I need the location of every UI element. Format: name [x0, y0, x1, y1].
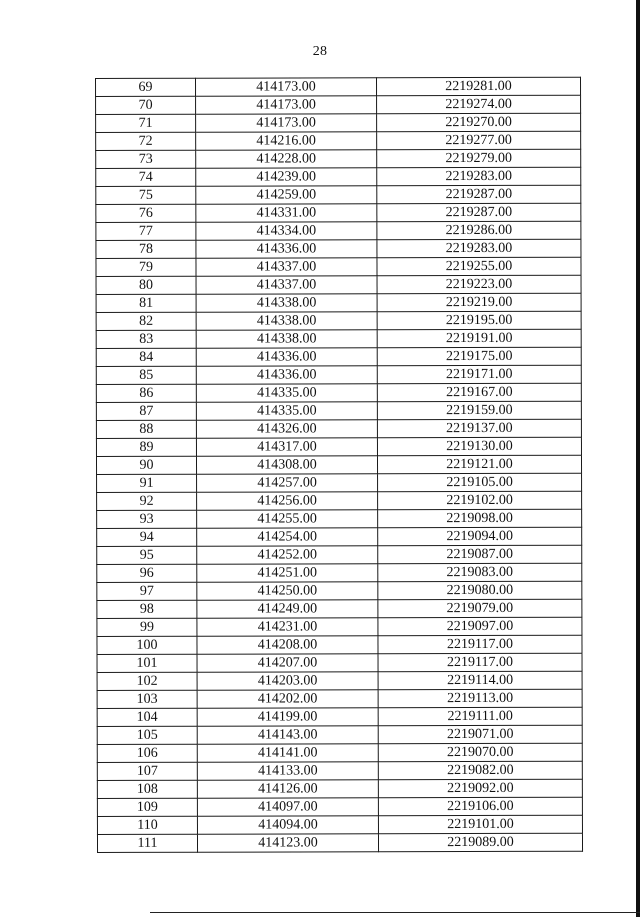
page-bottom-rule — [150, 912, 640, 913]
table-row — [96, 365, 581, 384]
x-coordinate-cell: 414250.00 — [197, 582, 378, 600]
y-coordinate-cell: 2219070.00 — [378, 743, 582, 762]
y-coordinate-cell: 2219079.00 — [378, 599, 582, 618]
point-number-cell: 111 — [97, 834, 197, 852]
y-coordinate-cell: 2219102.00 — [378, 491, 582, 510]
x-coordinate-cell: 414143.00 — [197, 726, 378, 744]
table-row — [97, 527, 582, 546]
page-number: 28 — [312, 44, 328, 59]
point-number-cell: 82 — [96, 312, 196, 330]
table-row — [96, 203, 581, 222]
page-right-edge — [636, 0, 640, 917]
y-coordinate-cell: 2219082.00 — [378, 761, 582, 780]
x-coordinate-cell: 414338.00 — [196, 294, 377, 312]
x-coordinate-cell: 414173.00 — [196, 114, 377, 132]
table-row — [97, 599, 582, 618]
point-number-cell: 70 — [96, 96, 196, 114]
table-row — [96, 77, 581, 96]
point-number-cell: 90 — [96, 456, 196, 474]
y-coordinate-cell: 2219083.00 — [378, 563, 582, 582]
point-number-cell: 88 — [96, 420, 196, 438]
table-row — [97, 671, 582, 690]
y-coordinate-cell: 2219114.00 — [378, 671, 582, 690]
table-row — [96, 167, 581, 186]
point-number-cell: 84 — [96, 348, 196, 366]
point-number-cell: 102 — [97, 672, 197, 690]
y-coordinate-cell: 2219286.00 — [377, 221, 581, 240]
y-coordinate-cell: 2219121.00 — [377, 455, 581, 474]
point-number-cell: 103 — [97, 690, 197, 708]
x-coordinate-cell: 414336.00 — [196, 348, 377, 366]
x-coordinate-cell: 414254.00 — [197, 528, 378, 546]
x-coordinate-cell: 414317.00 — [196, 438, 377, 456]
x-coordinate-cell: 414228.00 — [196, 150, 377, 168]
point-number-cell: 96 — [97, 564, 197, 582]
y-coordinate-cell: 2219117.00 — [378, 635, 582, 654]
x-coordinate-cell: 414308.00 — [196, 456, 377, 474]
point-number-cell: 74 — [96, 168, 196, 186]
table-row — [96, 113, 581, 132]
x-coordinate-cell: 414173.00 — [196, 96, 377, 114]
point-number-cell: 75 — [96, 186, 196, 204]
x-coordinate-cell: 414123.00 — [197, 834, 378, 852]
x-coordinate-cell: 414338.00 — [196, 330, 377, 348]
x-coordinate-cell: 414203.00 — [197, 672, 378, 690]
x-coordinate-cell: 414259.00 — [196, 186, 377, 204]
table-row — [97, 635, 582, 654]
x-coordinate-cell: 414336.00 — [196, 240, 377, 258]
table-row — [97, 761, 582, 780]
table-row — [96, 221, 581, 240]
table-row — [96, 455, 581, 474]
table-row — [97, 545, 582, 564]
table-row — [97, 815, 582, 834]
y-coordinate-cell: 2219219.00 — [377, 293, 581, 312]
y-coordinate-cell: 2219113.00 — [378, 689, 582, 708]
x-coordinate-cell: 414094.00 — [197, 816, 378, 834]
y-coordinate-cell: 2219287.00 — [377, 185, 581, 204]
y-coordinate-cell: 2219287.00 — [377, 203, 581, 222]
y-coordinate-cell: 2219097.00 — [378, 617, 582, 636]
point-number-cell: 91 — [97, 474, 197, 492]
x-coordinate-cell: 414334.00 — [196, 222, 377, 240]
table-row — [97, 797, 582, 816]
y-coordinate-cell: 2219255.00 — [377, 257, 581, 276]
table-row — [96, 275, 581, 294]
x-coordinate-cell: 414256.00 — [197, 492, 378, 510]
point-number-cell: 73 — [96, 150, 196, 168]
x-coordinate-cell: 414338.00 — [196, 312, 377, 330]
point-number-cell: 77 — [96, 222, 196, 240]
y-coordinate-cell: 2219167.00 — [377, 383, 581, 402]
y-coordinate-cell: 2219171.00 — [377, 365, 581, 384]
x-coordinate-cell: 414207.00 — [197, 654, 378, 672]
y-coordinate-cell: 2219089.00 — [378, 833, 582, 852]
y-coordinate-cell: 2219130.00 — [377, 437, 581, 456]
point-number-cell: 101 — [97, 654, 197, 672]
y-coordinate-cell: 2219270.00 — [377, 113, 581, 132]
y-coordinate-cell: 2219274.00 — [377, 95, 581, 114]
table-row — [97, 689, 582, 708]
point-number-cell: 76 — [96, 204, 196, 222]
table-row — [96, 311, 581, 330]
table-row — [97, 833, 582, 852]
table-row — [96, 95, 581, 114]
table-row — [96, 293, 581, 312]
y-coordinate-cell: 2219191.00 — [377, 329, 581, 348]
y-coordinate-cell: 2219094.00 — [378, 527, 582, 546]
point-number-cell: 72 — [96, 132, 196, 150]
coordinates-table — [95, 77, 583, 853]
point-number-cell: 97 — [97, 582, 197, 600]
y-coordinate-cell: 2219092.00 — [378, 779, 582, 798]
x-coordinate-cell: 414326.00 — [196, 420, 377, 438]
x-coordinate-cell: 414335.00 — [196, 384, 377, 402]
table-row — [96, 257, 581, 276]
y-coordinate-cell: 2219195.00 — [377, 311, 581, 330]
point-number-cell: 108 — [97, 780, 197, 798]
point-number-cell: 81 — [96, 294, 196, 312]
table-row — [97, 743, 582, 762]
point-number-cell: 93 — [97, 510, 197, 528]
point-number-cell: 85 — [96, 366, 196, 384]
x-coordinate-cell: 414335.00 — [196, 402, 377, 420]
x-coordinate-cell: 414249.00 — [197, 600, 378, 618]
table-row — [96, 401, 581, 420]
coordinates-table-body — [96, 77, 583, 852]
table-row — [97, 653, 582, 672]
y-coordinate-cell: 2219283.00 — [377, 167, 581, 186]
y-coordinate-cell: 2219159.00 — [377, 401, 581, 420]
table-row — [97, 581, 582, 600]
table-row — [97, 509, 582, 528]
table-row — [96, 329, 581, 348]
table-row — [97, 617, 582, 636]
x-coordinate-cell: 414257.00 — [197, 474, 378, 492]
y-coordinate-cell: 2219283.00 — [377, 239, 581, 258]
point-number-cell: 71 — [96, 114, 196, 132]
x-coordinate-cell: 414216.00 — [196, 132, 377, 150]
table-row — [97, 473, 582, 492]
table-row — [97, 563, 582, 582]
table-row — [96, 347, 581, 366]
y-coordinate-cell: 2219279.00 — [377, 149, 581, 168]
y-coordinate-cell: 2219080.00 — [378, 581, 582, 600]
point-number-cell: 87 — [96, 402, 196, 420]
x-coordinate-cell: 414173.00 — [196, 78, 377, 96]
y-coordinate-cell: 2219117.00 — [378, 653, 582, 672]
point-number-cell: 109 — [97, 798, 197, 816]
table-row — [96, 419, 581, 438]
y-coordinate-cell: 2219087.00 — [378, 545, 582, 564]
y-coordinate-cell: 2219111.00 — [378, 707, 582, 726]
point-number-cell: 105 — [97, 726, 197, 744]
y-coordinate-cell: 2219071.00 — [378, 725, 582, 744]
point-number-cell: 79 — [96, 258, 196, 276]
x-coordinate-cell: 414199.00 — [197, 708, 378, 726]
table-row — [97, 707, 582, 726]
point-number-cell: 94 — [97, 528, 197, 546]
x-coordinate-cell: 414336.00 — [196, 366, 377, 384]
x-coordinate-cell: 414337.00 — [196, 258, 377, 276]
x-coordinate-cell: 414231.00 — [197, 618, 378, 636]
x-coordinate-cell: 414208.00 — [197, 636, 378, 654]
y-coordinate-cell: 2219281.00 — [377, 77, 581, 96]
table-row — [97, 491, 582, 510]
y-coordinate-cell: 2219223.00 — [377, 275, 581, 294]
y-coordinate-cell: 2219101.00 — [378, 815, 582, 834]
point-number-cell: 104 — [97, 708, 197, 726]
point-number-cell: 83 — [96, 330, 196, 348]
x-coordinate-cell: 414251.00 — [197, 564, 378, 582]
point-number-cell: 107 — [97, 762, 197, 780]
x-coordinate-cell: 414331.00 — [196, 204, 377, 222]
x-coordinate-cell: 414202.00 — [197, 690, 378, 708]
x-coordinate-cell: 414337.00 — [196, 276, 377, 294]
x-coordinate-cell: 414133.00 — [197, 762, 378, 780]
point-number-cell: 92 — [97, 492, 197, 510]
table-row — [96, 149, 581, 168]
x-coordinate-cell: 414097.00 — [197, 798, 378, 816]
point-number-cell: 86 — [96, 384, 196, 402]
y-coordinate-cell: 2219106.00 — [378, 797, 582, 816]
point-number-cell: 110 — [97, 816, 197, 834]
point-number-cell: 106 — [97, 744, 197, 762]
table-row — [96, 239, 581, 258]
point-number-cell: 95 — [97, 546, 197, 564]
point-number-cell: 98 — [97, 600, 197, 618]
table-row — [96, 437, 581, 456]
y-coordinate-cell: 2219277.00 — [377, 131, 581, 150]
table-row — [97, 779, 582, 798]
point-number-cell: 99 — [97, 618, 197, 636]
table-row — [97, 725, 582, 744]
x-coordinate-cell: 414255.00 — [197, 510, 378, 528]
y-coordinate-cell: 2219105.00 — [378, 473, 582, 492]
point-number-cell: 80 — [96, 276, 196, 294]
x-coordinate-cell: 414239.00 — [196, 168, 377, 186]
point-number-cell: 89 — [96, 438, 196, 456]
x-coordinate-cell: 414141.00 — [197, 744, 378, 762]
x-coordinate-cell: 414252.00 — [197, 546, 378, 564]
table-row — [96, 131, 581, 150]
point-number-cell: 69 — [96, 78, 196, 96]
point-number-cell: 100 — [97, 636, 197, 654]
table-row — [96, 185, 581, 204]
table-row — [96, 383, 581, 402]
y-coordinate-cell: 2219175.00 — [377, 347, 581, 366]
x-coordinate-cell: 414126.00 — [197, 780, 378, 798]
y-coordinate-cell: 2219098.00 — [378, 509, 582, 528]
point-number-cell: 78 — [96, 240, 196, 258]
y-coordinate-cell: 2219137.00 — [377, 419, 581, 438]
